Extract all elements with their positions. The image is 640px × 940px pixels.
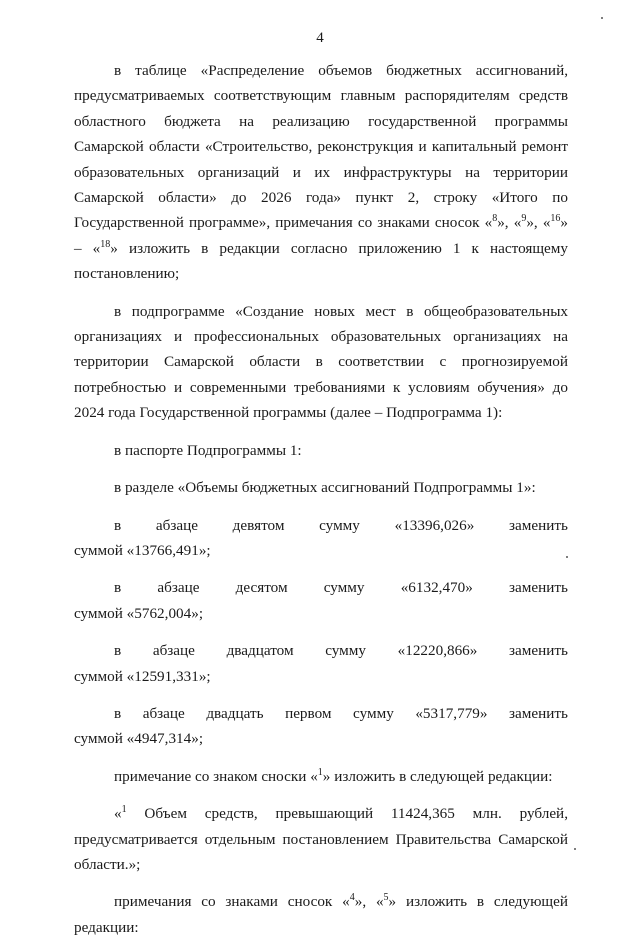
text-fragment: », « — [354, 893, 384, 911]
footnote-mark: 4 — [349, 892, 355, 904]
paragraph-subprogram: в подпрограмме «Создание новых мест в общеобразовательных организациях и профессиональных образовательных организациях на территории Самарской области в соответствии с прогнозируемой потребностью и современными требованиями к условиям обучения» до 2024 года Государственной программы (далее – Подпрограмма 1): — [74, 302, 568, 422]
word: двадцать — [206, 704, 264, 722]
scan-speck — [566, 556, 568, 558]
text-fragment: » изложить в следующей редакции: — [74, 893, 568, 936]
word: в — [114, 579, 122, 597]
paragraph-footnote-1-intro — [74, 764, 568, 789]
footnote-mark: 9 — [521, 213, 527, 225]
footnote-mark: 1 — [317, 766, 323, 778]
word: заменить — [509, 579, 568, 597]
text-fragment: » – « — [74, 214, 569, 257]
word: в — [114, 516, 122, 534]
word: сумму — [353, 704, 394, 722]
word: абзаце — [152, 642, 195, 660]
text-fragment: примечания со знаками сносок « — [114, 893, 350, 911]
word: заменить — [509, 642, 568, 660]
paragraph-table-changes — [74, 58, 568, 287]
replacement-tail: суммой «12591,331»; — [74, 667, 211, 685]
text-fragment: « — [114, 805, 122, 823]
document-body — [74, 58, 568, 940]
text-fragment: », « — [526, 214, 551, 232]
text-fragment: » изложить в редакции согласно приложению 1 к настоящему постановлению; — [74, 239, 568, 283]
word: двадцатом — [226, 642, 294, 660]
paragraph-footnote-1-text — [74, 801, 568, 877]
word: заменить — [509, 704, 568, 722]
word: первом — [285, 704, 332, 722]
text-fragment: в таблице «Распределение объемов бюджетных ассигнований, предусматриваемых соответствующим главным распорядителям средств областного бюджета на реализацию государственной программы Самарской области «Строительство, реконструкция и капитальный ремонт образовательных организаций и их инфраструктуры на территории Самарской области» до 2026 года» пункт 2, строку «Итого по Государственной программе», примечания со знаками сносок « — [74, 62, 568, 232]
footnote-mark: 18 — [100, 238, 111, 250]
replacement-tail: суммой «13766,491»; — [74, 541, 211, 559]
word: десятом — [235, 579, 288, 597]
scan-speck — [574, 848, 576, 850]
paragraph-footnotes-4-5 — [74, 889, 568, 940]
scan-speck — [601, 17, 603, 19]
text-fragment: », « — [497, 214, 522, 232]
text-fragment: примечание со знаком сноски « — [114, 767, 318, 785]
word: «6132,470» — [400, 579, 473, 597]
paragraph-section: в разделе «Объемы бюджетных ассигнований Подпрограммы 1»: — [114, 479, 536, 497]
word: сумму — [323, 579, 365, 597]
word: сумму — [325, 642, 366, 660]
replacement-line — [74, 638, 568, 663]
footnote-mark: 16 — [550, 213, 561, 225]
word: в — [114, 704, 122, 722]
text-fragment: » изложить в следующей редакции: — [322, 767, 553, 785]
word: «12220,866» — [397, 642, 478, 660]
word: абзаце — [155, 516, 198, 534]
word: девятом — [232, 516, 285, 534]
word: «13396,026» — [394, 516, 475, 534]
replacement-tail: суммой «4947,314»; — [74, 730, 204, 748]
replacement-tail: суммой «5762,004»; — [74, 604, 204, 622]
word: сумму — [319, 516, 360, 534]
word: абзаце — [142, 704, 185, 722]
word: в — [114, 642, 122, 660]
word: «5317,779» — [415, 704, 488, 722]
replacement-line — [74, 513, 568, 538]
word: заменить — [509, 516, 568, 534]
footnote-mark: 5 — [383, 892, 389, 904]
replacement-line — [74, 701, 568, 726]
word: абзаце — [157, 579, 200, 597]
paragraph-passport: в паспорте Подпрограммы 1: — [114, 441, 302, 459]
page-number: 4 — [316, 30, 324, 46]
text-fragment: Объем средств, превышающий 11424,365 млн. рублей, предусматривается отдельным постановлением Правительства Самарской области.»; — [74, 805, 568, 873]
footnote-mark: 8 — [492, 213, 498, 225]
replacement-line — [74, 575, 568, 600]
footnote-mark: 1 — [121, 804, 127, 816]
